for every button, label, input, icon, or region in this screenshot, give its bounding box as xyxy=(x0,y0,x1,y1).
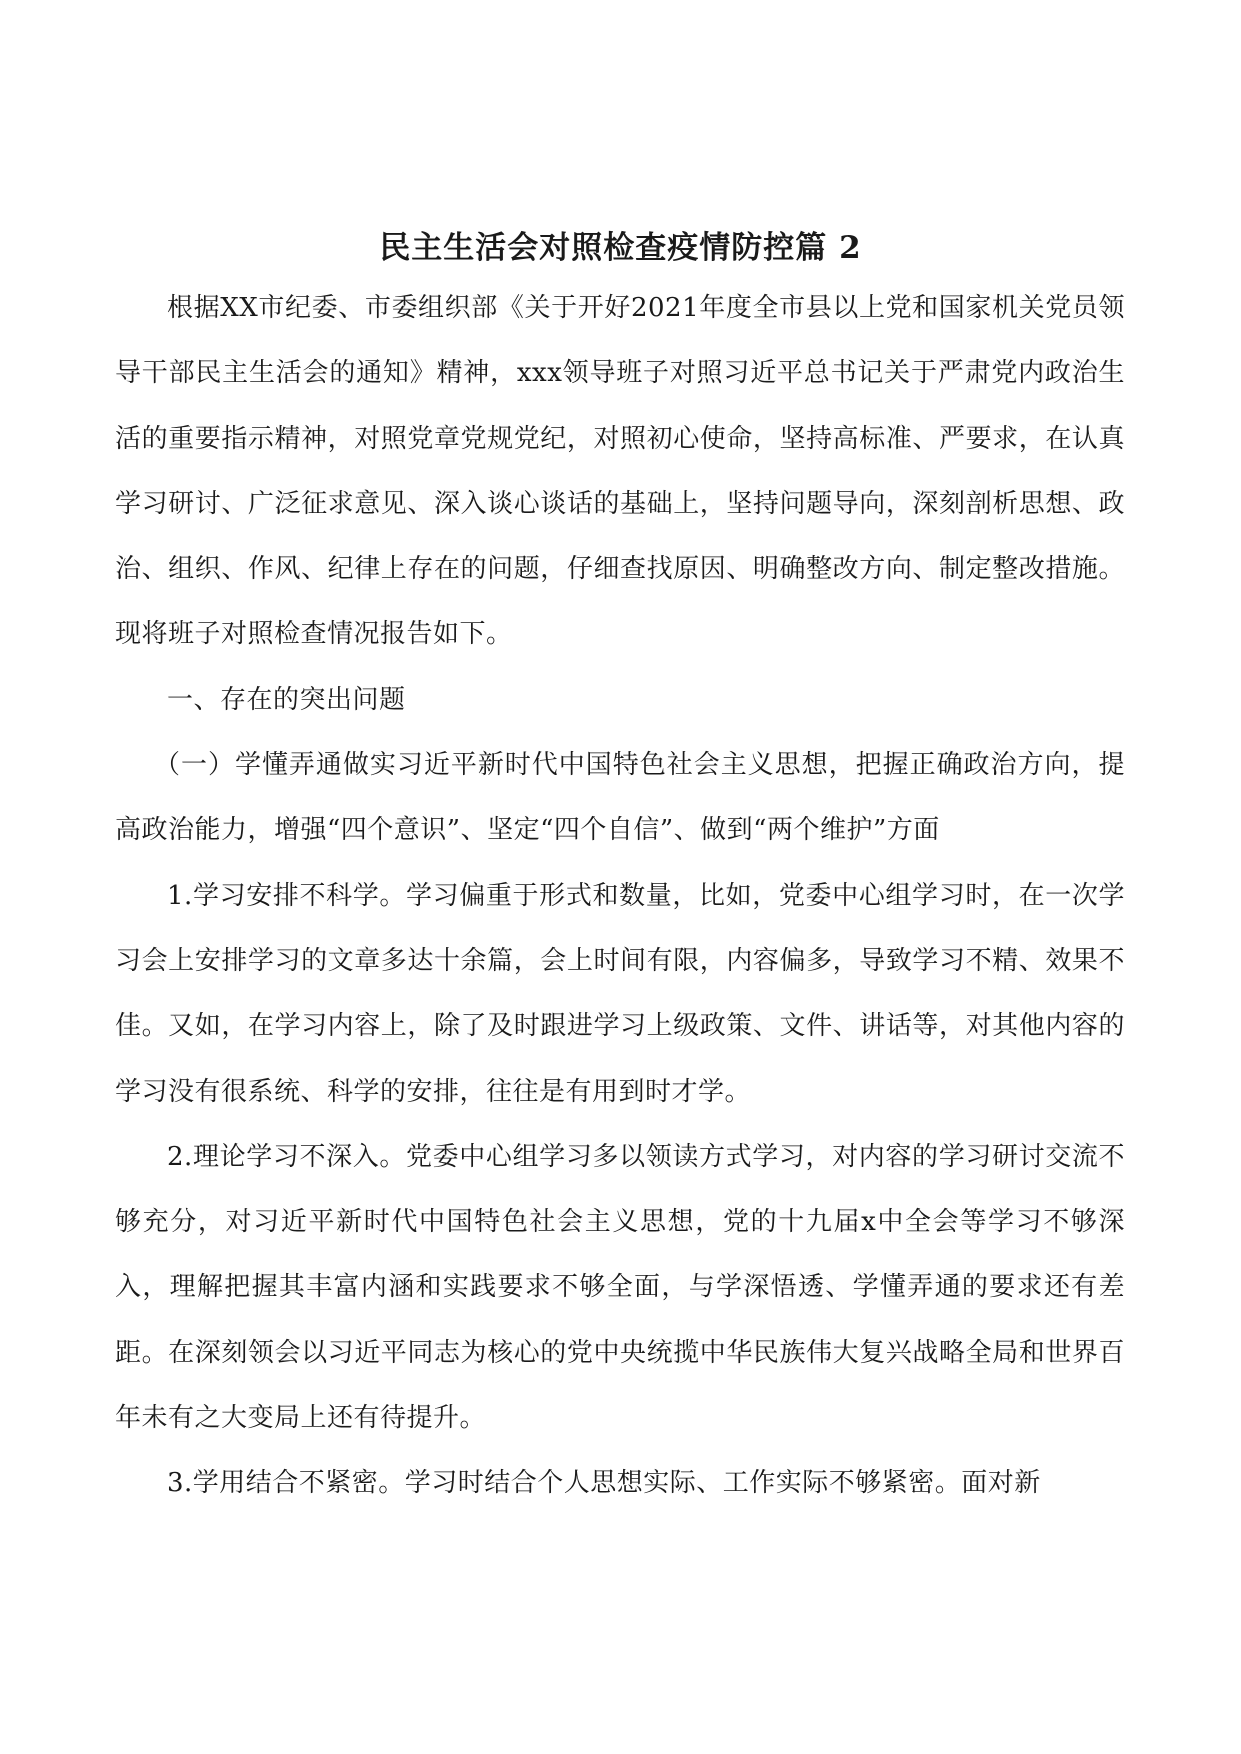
item-paragraph-3: 3.学用结合不紧密。学习时结合个人思想实际、工作实际不够紧密。面对新 xyxy=(167,1468,1041,1499)
section-heading: 一、存在的突出问题 xyxy=(167,684,406,715)
intro-paragraph: 根据XX市纪委、市委组织部《关于开好2021年度全市县以上党和国家机关党员领导干部民主生活会的通知》精神，xxx领导班子对照习近平总书记关于严肃党内政治生活的重要指示精神，对照党章党规党纪，对照初心使命，坚持高标准、严要求，在认真学习研讨、广泛征求意见、深入谈心谈话的基础上，坚持问题导向，深刻剖析思想、政治、组织、作风、纪律上存在的问题，仔细查找原因、明确整改方向、制定整改措施。现将班子对照检查情况报告如下。 xyxy=(115,293,1125,650)
document-body xyxy=(115,276,1125,1517)
document-title: 民主生活会对照检查疫情防控篇 2 xyxy=(379,230,862,266)
item-paragraph-2: 2.理论学习不深入。党委中心组学习多以领读方式学习，对内容的学习研讨交流不够充分，对习近平新时代中国特色社会主义思想，党的十九届x中全会等学习不够深入，理解把握其丰富内涵和实践要求不够全面，与学深悟透、学懂弄通的要求还有差距。在深刻领会以习近平同志为核心的党中央统揽中华民族伟大复兴战略全局和世界百年未有之大变局上还有待提升。 xyxy=(115,1141,1125,1434)
subsection-heading: （一）学懂弄通做实习近平新时代中国特色社会主义思想，把握正确政治方向，提高政治能力，增强“四个意识”、坚定“四个自信”、做到“两个维护”方面 xyxy=(115,750,1125,846)
item-paragraph-1: 1.学习安排不科学。学习偏重于形式和数量，比如，党委中心组学习时，在一次学习会上安排学习的文章多达十余篇，会上时间有限，内容偏多，导致学习不精、效果不佳。又如，在学习内容上，除了及时跟进学习上级政策、文件、讲话等，对其他内容的学习没有很系统、科学的安排，往往是有用到时才学。 xyxy=(115,880,1125,1107)
